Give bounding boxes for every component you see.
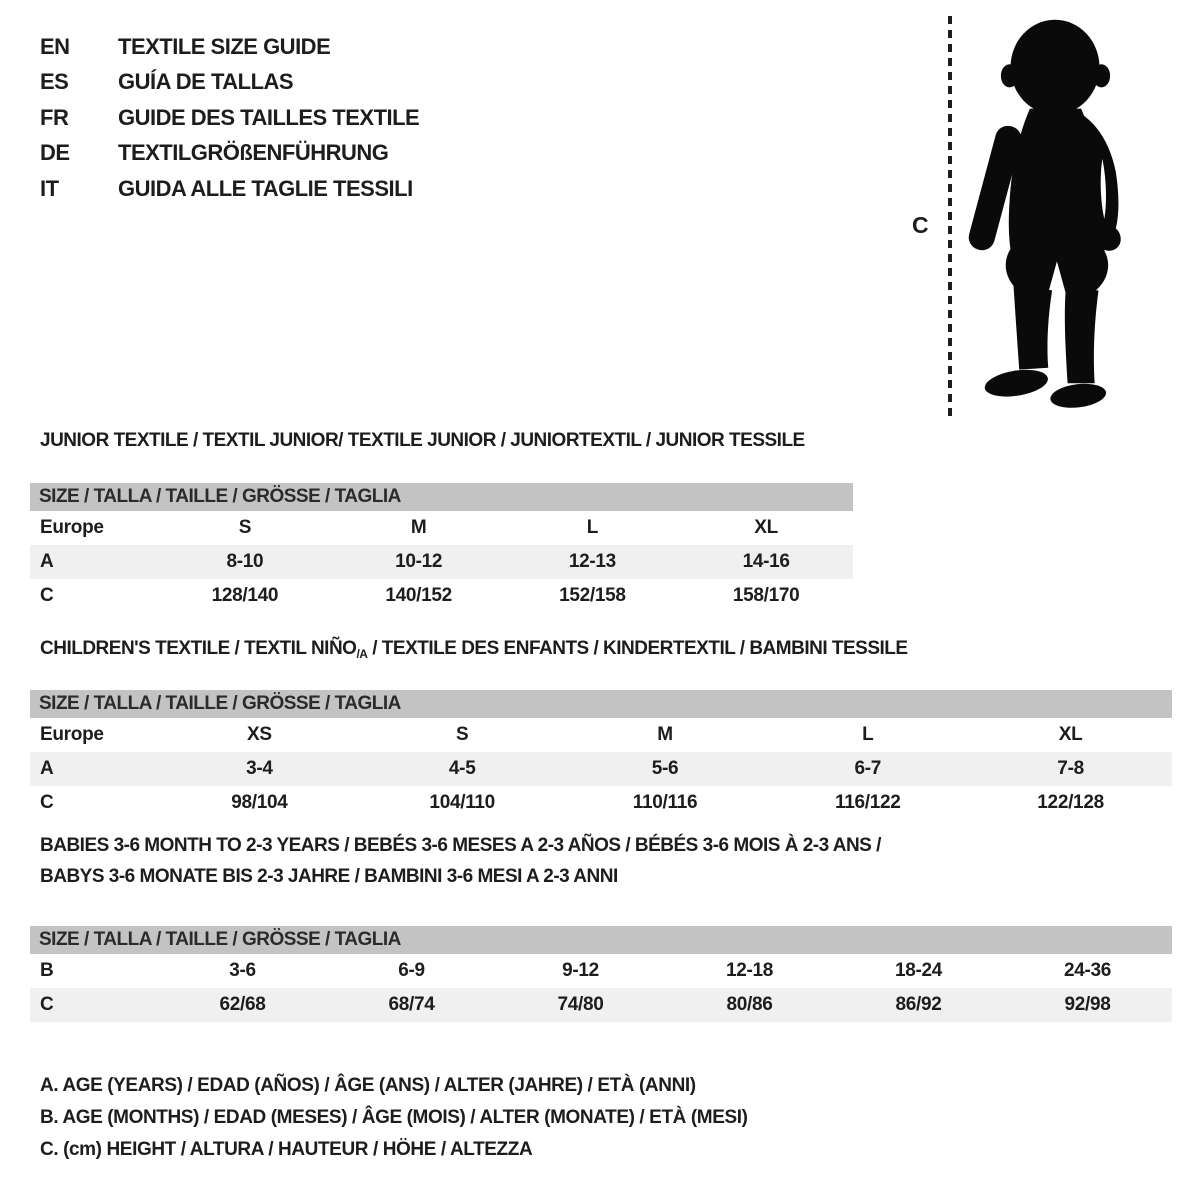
children-size-table [30,690,1172,820]
table-row-height [30,786,1172,820]
row-label: A [40,551,54,572]
row-label: A [40,758,54,779]
height-measure-label: C [912,212,929,238]
height-cell: 140/152 [385,585,452,606]
section-title-junior: JUNIOR TEXTILE / TEXTIL JUNIOR/ TEXTILE JUNIOR / JUNIORTEXTIL / JUNIOR TESSILE [40,430,805,451]
size-cell: XL [1058,724,1083,745]
section-title-babies-line2: BABYS 3-6 MONATE BIS 2-3 JAHRE / BAMBINI 3-6 MESI A 2-3 ANNI [40,866,618,887]
height-cell: 98/104 [231,792,288,813]
table-row-age [30,752,1172,786]
row-label: C [40,792,54,813]
language-row [40,100,419,136]
age-cell: 3-4 [246,758,273,779]
age-cell: 3-6 [229,960,256,981]
guide-title-de: TEXTILGRÖßENFÜHRUNG [118,140,389,166]
language-code: EN [40,33,70,59]
size-cell: S [238,517,252,538]
age-cell: 10-12 [395,551,443,572]
height-cell: 152/158 [559,585,626,606]
section-title-children-pre: CHILDREN'S TEXTILE / TEXTIL NIÑO [40,638,357,659]
row-label: Europe [40,724,104,745]
size-cell: M [657,724,673,745]
height-cell: 80/86 [726,994,773,1015]
height-cell: 128/140 [211,585,279,606]
language-code: FR [40,104,69,130]
footnote-age-months: B. AGE (MONTHS) / EDAD (MESES) / ÂGE (MOIS) / ALTER (MONATE) / ETÀ (MESI) [40,1107,748,1128]
toddler-silhouette [958,12,1152,418]
section-title-children-sub: /A [356,647,368,661]
age-cell: 9-12 [562,960,599,981]
size-cell: S [456,724,469,745]
age-cell: 6-7 [854,758,882,779]
age-cell: 4-5 [448,758,476,779]
language-code: DE [40,140,70,166]
height-measure-dashed-line [948,16,952,416]
size-cell: XS [247,724,272,745]
language-row [40,29,419,65]
table-row-europe [30,718,1172,752]
age-cell: 8-10 [226,551,264,572]
row-label: Europe [40,517,104,538]
language-list [40,29,419,207]
babies-size-table [30,926,1172,1022]
size-table-header: SIZE / TALLA / TAILLE / GRÖSSE / TAGLIA [30,690,1172,718]
height-cell: 86/92 [895,994,942,1015]
age-cell: 5-6 [651,758,679,779]
guide-title-it: GUIDA ALLE TAGLIE TESSILI [118,175,413,201]
size-table-header: SIZE / TALLA / TAILLE / GRÖSSE / TAGLIA [30,483,853,511]
size-cell: XL [754,517,778,538]
height-cell: 62/68 [219,994,266,1015]
height-cell: 116/122 [835,792,901,813]
row-label: B [40,960,54,981]
language-code: ES [40,69,69,95]
height-cell: 74/80 [557,994,604,1015]
language-row [40,136,419,172]
row-label: C [40,585,54,606]
height-cell: 104/110 [429,792,495,813]
section-title-children [40,638,908,661]
section-title-babies-line1: BABIES 3-6 MONTH TO 2-3 YEARS / BEBÉS 3-6 MESES A 2-3 AÑOS / BÉBÉS 3-6 MOIS À 2-3 ANS / [40,835,881,856]
age-cell: 24-36 [1063,960,1112,981]
guide-title-fr: GUIDE DES TAILLES TEXTILE [118,104,420,130]
section-title-babies [40,830,881,892]
height-cell: 110/116 [632,792,698,813]
age-cell: 18-24 [894,960,943,981]
row-label: C [40,994,54,1015]
age-cell: 6-9 [398,960,425,981]
height-cell: 122/128 [1037,792,1104,813]
size-cell: L [586,517,599,538]
footnote-legend [40,1070,748,1166]
size-table-header: SIZE / TALLA / TAILLE / GRÖSSE / TAGLIA [30,926,1172,954]
size-cell: M [410,517,427,538]
table-row-height [30,988,1172,1022]
guide-title-es: GUÍA DE TALLAS [118,69,294,95]
height-cell: 158/170 [732,585,800,606]
section-title-children-post: / TEXTILE DES ENFANTS / KINDERTEXTIL / BAMBINI TESSILE [367,638,908,659]
height-cell: 68/74 [388,994,435,1015]
size-cell: L [862,724,874,745]
footnote-height-cm: C. (cm) HEIGHT / ALTURA / HAUTEUR / HÖHE / ALTEZZA [40,1139,533,1160]
age-cell: 12-13 [568,551,616,572]
guide-title-en: TEXTILE SIZE GUIDE [118,33,331,59]
language-code: IT [40,175,59,201]
age-cell: 7-8 [1057,758,1084,779]
table-row-age [30,545,853,579]
height-cell: 92/98 [1064,994,1111,1015]
table-row-europe [30,511,853,545]
table-row-height [30,579,853,613]
language-row [40,171,419,207]
age-cell: 12-18 [725,960,774,981]
junior-size-table [30,483,853,613]
language-row [40,65,419,101]
table-row-age-months [30,954,1172,988]
footnote-age-years: A. AGE (YEARS) / EDAD (AÑOS) / ÂGE (ANS) / ALTER (JAHRE) / ETÀ (ANNI) [40,1075,696,1096]
age-cell: 14-16 [742,551,790,572]
